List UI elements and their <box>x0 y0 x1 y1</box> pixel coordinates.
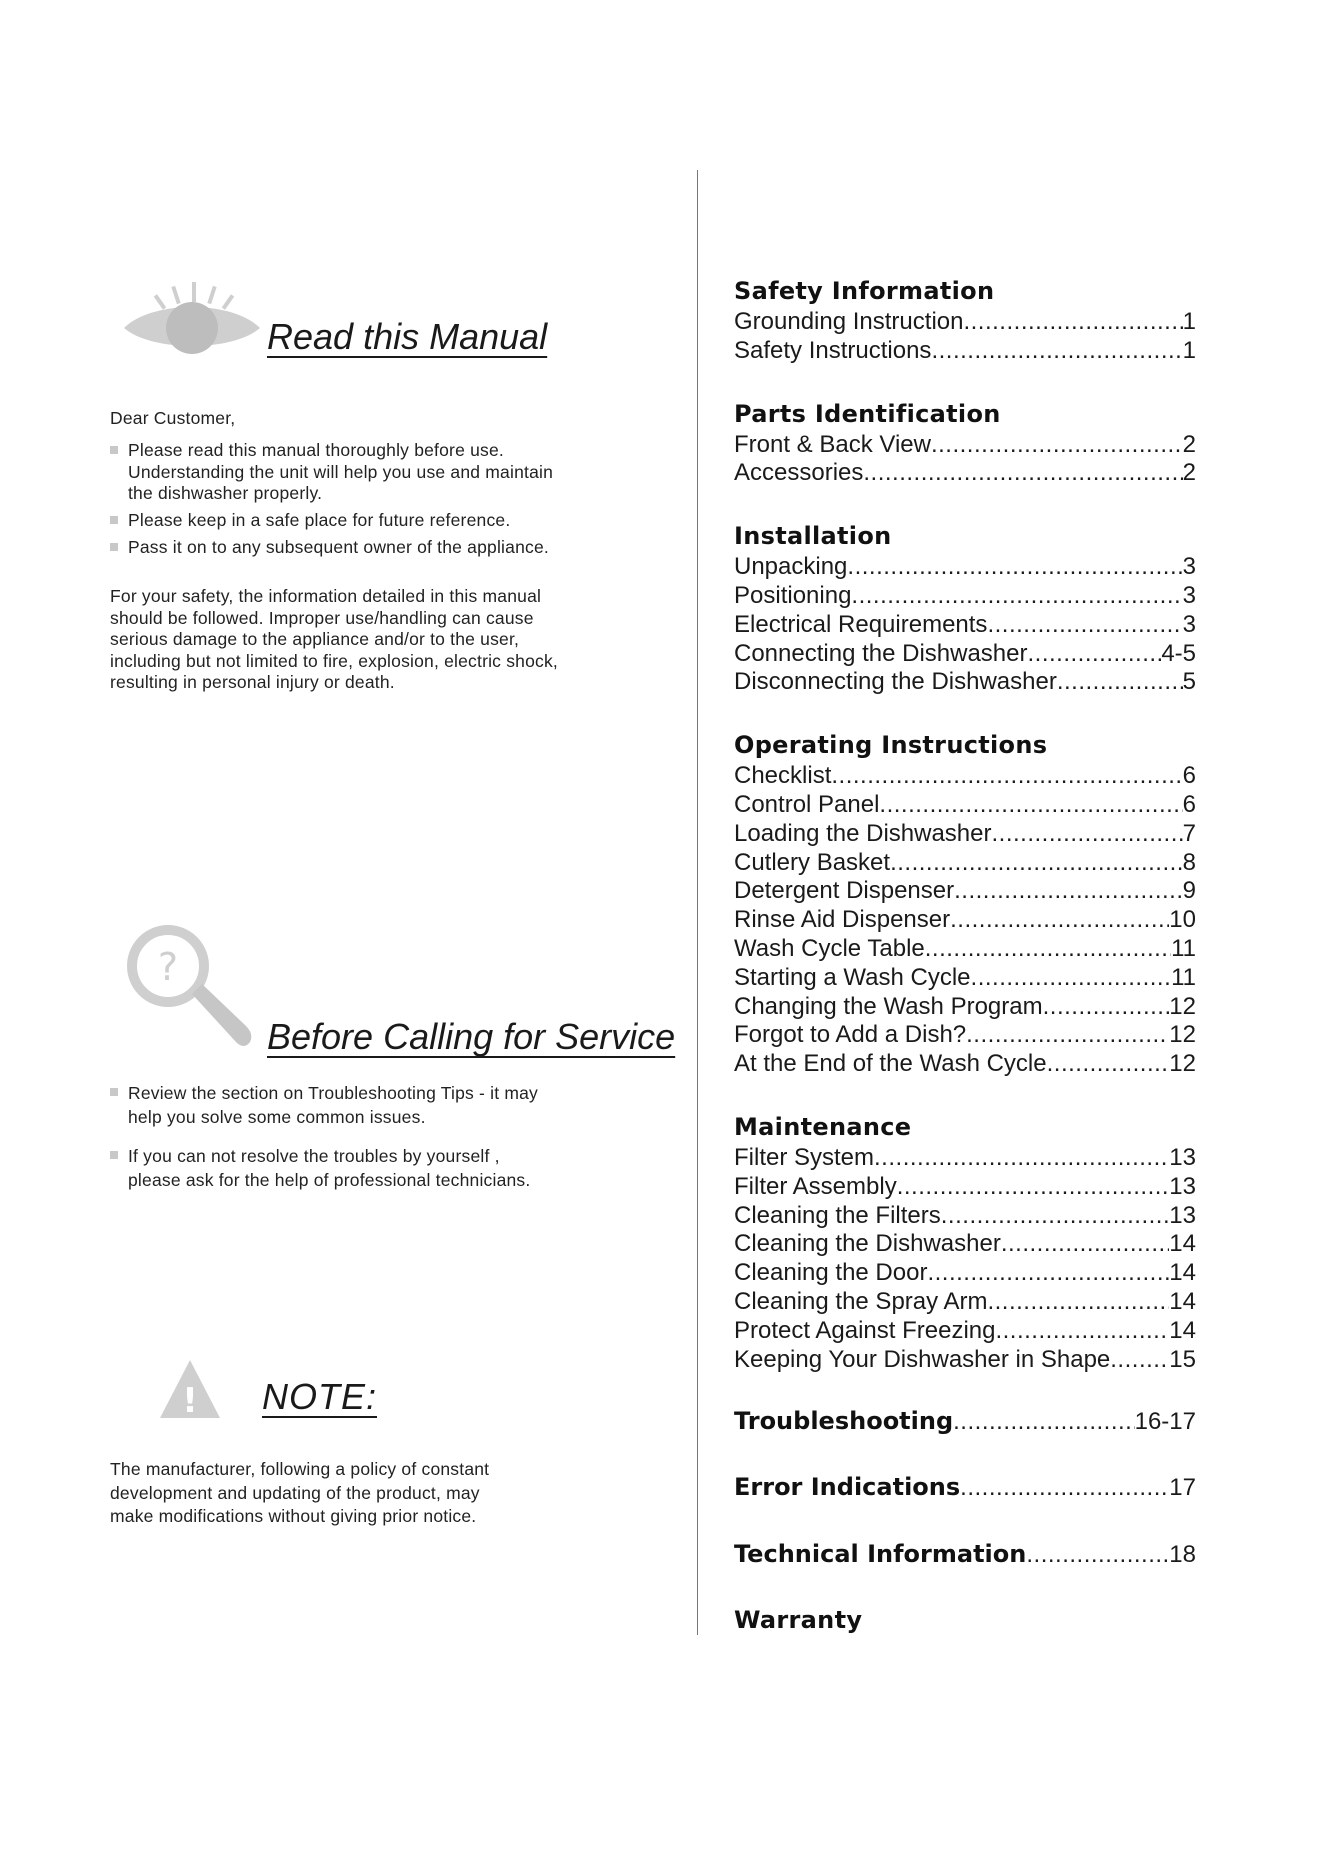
leader-dots <box>925 935 1171 964</box>
question-glyph: ? <box>157 945 179 989</box>
toc-page-number: 11 <box>1171 963 1196 991</box>
toc-page-number: 1 <box>1182 308 1196 335</box>
greeting: Dear Customer, <box>110 408 236 428</box>
bullet-item: Please read this manual thoroughly before use. Understanding the unit will help you use and maintain the dishwasher properly. <box>110 440 553 505</box>
toc-entry-label: Cleaning the Filters <box>734 1201 941 1229</box>
paragraph-line: The manufacturer, following a policy of constant <box>110 1459 490 1479</box>
table-of-contents <box>734 274 1196 1637</box>
toc-page-number: 12 <box>1169 1021 1196 1049</box>
toc-page-number: 5 <box>1182 668 1196 696</box>
leader-dots <box>1001 1230 1169 1259</box>
toc-page-number: 9 <box>1182 877 1196 905</box>
toc-entry-label: At the End of the Wash Cycle <box>734 1050 1047 1078</box>
paragraph-line: For your safety, the information detailed in this manual <box>110 586 542 606</box>
toc-section-parts <box>734 397 1196 489</box>
toc-entry <box>734 337 1196 366</box>
service-heading: Before Calling for Service <box>267 1016 676 1057</box>
note-paragraph <box>110 1458 489 1529</box>
leader-dots <box>987 1288 1169 1317</box>
read-manual-bullets <box>110 440 553 559</box>
leader-dots <box>992 820 1183 849</box>
paragraph-line: resulting in personal injury or death. <box>110 672 395 692</box>
note-heading: NOTE: <box>262 1376 378 1417</box>
toc-page-number: 6 <box>1182 762 1196 790</box>
toc-section-safety <box>734 274 1196 366</box>
toc-entry <box>734 1288 1196 1317</box>
toc-page-number: 4-5 <box>1161 639 1196 667</box>
toc-entry-troubleshooting <box>734 1404 1196 1439</box>
toc-entry-label: Changing the Wash Program <box>734 992 1043 1020</box>
exclamation-glyph: ! <box>182 1381 198 1420</box>
leader-dots <box>987 611 1182 640</box>
leader-dots <box>941 1202 1170 1231</box>
leader-dots <box>863 459 1182 488</box>
toc-page-number: 18 <box>1169 1541 1196 1569</box>
toc-page-number: 7 <box>1182 819 1196 847</box>
paragraph-line: should be followed. Improper use/handling can cause <box>110 607 534 628</box>
toc-page-number: 11 <box>1171 934 1196 962</box>
leader-dots <box>1057 668 1183 697</box>
toc-entry-label: Detergent Dispenser <box>734 877 955 905</box>
toc-entry-label: Control Panel <box>734 790 880 818</box>
toc-page-number: 3 <box>1182 581 1196 609</box>
toc-entry-label: Connecting the Dishwasher <box>734 639 1028 667</box>
toc-page-number: 10 <box>1169 906 1196 934</box>
toc-entry <box>734 1173 1196 1202</box>
toc-entry <box>734 459 1196 488</box>
toc-entry-technical-information <box>734 1537 1196 1572</box>
toc-entry-label: Disconnecting the Dishwasher <box>734 668 1057 696</box>
toc-entry-label: Cleaning the Dishwasher <box>734 1230 1001 1258</box>
read-manual-heading: Read this Manual <box>267 316 548 357</box>
leader-dots <box>1026 1538 1169 1572</box>
toc-entry-label: Positioning <box>734 581 852 609</box>
toc-section-installation <box>734 519 1196 697</box>
bullet-item: Pass it on to any subsequent owner of the appliance. <box>110 537 553 559</box>
magnifier-question-icon <box>124 922 254 1056</box>
toc-entry-label: Cleaning the Spray Arm <box>734 1287 988 1315</box>
toc-entry-label: Electrical Requirements <box>734 610 988 638</box>
toc-section-operating <box>734 728 1196 1079</box>
toc-page-number: 12 <box>1169 992 1196 1020</box>
toc-section-title: Parts Identification <box>734 399 1001 428</box>
leader-dots <box>931 337 1182 366</box>
toc-page-number: 13 <box>1169 1172 1196 1200</box>
toc-page-number: 13 <box>1169 1201 1196 1229</box>
paragraph-line: including but not limited to fire, explosion, electric shock, <box>110 650 558 671</box>
toc-entry <box>734 877 1196 906</box>
toc-entry <box>734 1202 1196 1231</box>
toc-page-number: 13 <box>1169 1143 1196 1171</box>
leader-dots <box>954 877 1183 906</box>
leader-dots <box>927 1259 1169 1288</box>
toc-section-title: Maintenance <box>734 1112 912 1141</box>
paragraph-line: serious damage to the appliance and/or to the user, <box>110 629 520 649</box>
toc-entry-label: Checklist <box>734 762 832 790</box>
leader-dots <box>971 964 1172 993</box>
toc-page-number: 16-17 <box>1134 1408 1196 1436</box>
toc-page-number: 14 <box>1169 1259 1196 1287</box>
leader-dots <box>851 582 1182 611</box>
toc-entry <box>734 849 1196 878</box>
paragraph-line: make modifications without giving prior notice. <box>110 1506 477 1526</box>
toc-page-number: 14 <box>1169 1230 1196 1258</box>
toc-entry-label: Cutlery Basket <box>734 848 891 876</box>
leader-dots <box>963 308 1182 337</box>
toc-entry-error-indications <box>734 1470 1196 1505</box>
toc-page-number: 14 <box>1169 1287 1196 1315</box>
toc-page-number: 3 <box>1182 553 1196 581</box>
toc-entry <box>734 1317 1196 1346</box>
leader-dots <box>950 906 1169 935</box>
toc-entry <box>734 308 1196 337</box>
leader-dots <box>874 1144 1169 1173</box>
warning-triangle-icon <box>158 1358 222 1420</box>
safety-paragraph <box>110 586 558 694</box>
toc-page-number: 6 <box>1182 790 1196 818</box>
toc-page-number: 2 <box>1182 430 1196 458</box>
toc-entry-label: Accessories <box>734 459 864 487</box>
toc-entry-label: Keeping Your Dishwasher in Shape <box>734 1345 1111 1373</box>
toc-entry <box>734 1050 1196 1079</box>
toc-page-number: 14 <box>1169 1316 1196 1344</box>
service-bullets <box>110 1082 538 1192</box>
leader-dots <box>1043 993 1170 1022</box>
bullet-item: Please keep in a safe place for future reference. <box>110 510 553 532</box>
toc-entry-label: Starting a Wash Cycle <box>734 963 971 991</box>
leader-dots <box>995 1317 1169 1346</box>
toc-page-number: 17 <box>1169 1474 1196 1502</box>
toc-section-title: Operating Instructions <box>734 731 1048 760</box>
leader-dots <box>831 762 1182 791</box>
leader-dots <box>890 849 1183 878</box>
toc-page-number: 15 <box>1169 1345 1196 1373</box>
toc-page-number: 2 <box>1182 459 1196 487</box>
bullet-item: If you can not resolve the troubles by yourself , please ask for the help of professional technicians. <box>110 1145 538 1192</box>
bullet-item: Review the section on Troubleshooting Tips - it may help you solve some common issues. <box>110 1082 538 1129</box>
leader-dots <box>847 553 1182 582</box>
leader-dots <box>879 791 1182 820</box>
leader-dots <box>966 1021 1169 1050</box>
toc-entry-label: Technical Information <box>734 1540 1027 1569</box>
toc-entry <box>734 820 1196 849</box>
toc-page-number: 1 <box>1182 336 1196 364</box>
leader-dots <box>953 1405 1134 1439</box>
toc-entry-warranty: Warranty <box>734 1606 863 1635</box>
leader-dots <box>1047 1050 1170 1079</box>
toc-entry <box>734 964 1196 993</box>
column-divider <box>697 170 698 1635</box>
toc-entry <box>734 431 1196 460</box>
toc-entry <box>734 640 1196 669</box>
toc-entry <box>734 553 1196 582</box>
leader-dots <box>1110 1346 1169 1375</box>
toc-page-number: 8 <box>1182 848 1196 876</box>
toc-page-number: 12 <box>1169 1050 1196 1078</box>
toc-entry <box>734 791 1196 820</box>
toc-entry-label: Grounding Instruction <box>734 308 964 335</box>
toc-entry <box>734 993 1196 1022</box>
toc-entry <box>734 668 1196 697</box>
toc-entry-label: Safety Instructions <box>734 336 932 364</box>
toc-entry <box>734 906 1196 935</box>
toc-entry <box>734 1259 1196 1288</box>
toc-entry-label: Troubleshooting <box>734 1407 954 1436</box>
toc-entry-label: Cleaning the Door <box>734 1259 928 1287</box>
toc-entry <box>734 762 1196 791</box>
eye-icon <box>122 280 262 362</box>
toc-entry <box>734 1230 1196 1259</box>
toc-entry-label: Forgot to Add a Dish? <box>734 1021 967 1049</box>
toc-entry-label: Error Indications <box>734 1473 961 1502</box>
toc-entry-label: Filter System <box>734 1143 875 1171</box>
toc-entry <box>734 1346 1196 1375</box>
toc-entry-label: Protect Against Freezing <box>734 1316 996 1344</box>
toc-section-maintenance <box>734 1110 1196 1374</box>
toc-page-number: 3 <box>1182 610 1196 638</box>
toc-section-title: Installation <box>734 522 892 551</box>
toc-entry <box>734 611 1196 640</box>
toc-entry-label: Wash Cycle Table <box>734 934 925 962</box>
toc-section-title: Safety Information <box>734 277 995 305</box>
leader-dots <box>960 1471 1169 1505</box>
toc-entry <box>734 935 1196 964</box>
toc-entry <box>734 582 1196 611</box>
toc-entry-label: Filter Assembly <box>734 1172 897 1200</box>
toc-entry-label: Front & Back View <box>734 430 931 458</box>
leader-dots <box>931 431 1183 460</box>
toc-entry-label: Rinse Aid Dispenser <box>734 906 951 934</box>
leader-dots <box>1028 640 1162 669</box>
toc-entry <box>734 1144 1196 1173</box>
toc-entry-label: Loading the Dishwasher <box>734 819 992 847</box>
toc-entry-label: Unpacking <box>734 553 848 581</box>
leader-dots <box>897 1173 1170 1202</box>
paragraph-line: development and updating of the product, may <box>110 1482 480 1503</box>
toc-entry <box>734 1021 1196 1050</box>
